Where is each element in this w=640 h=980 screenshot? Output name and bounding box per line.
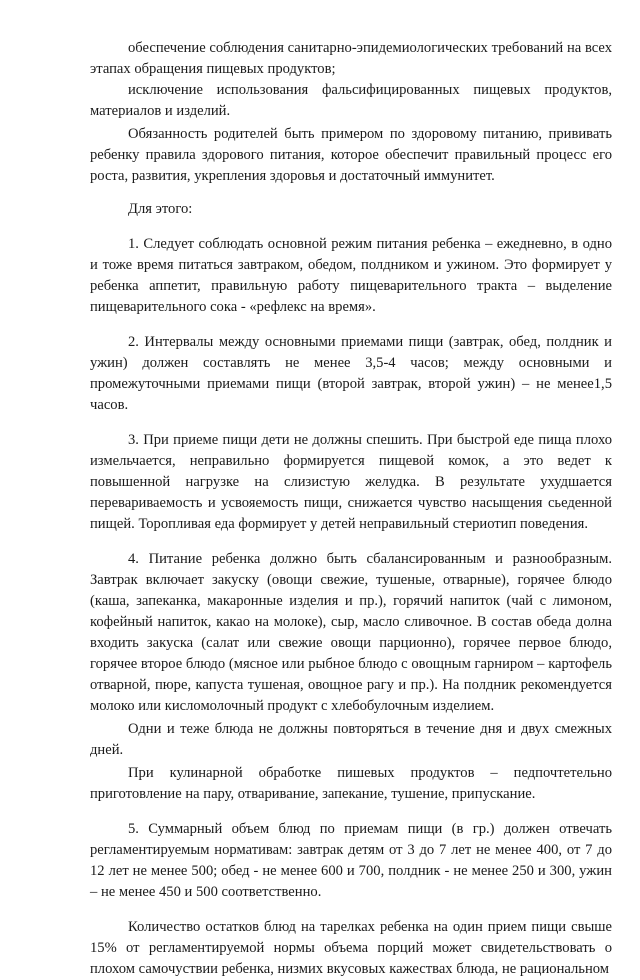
paragraph-item-3-eating-pace: 3. При приеме пищи дети не должны спешить. При быстрой еде пища плохо измельчается, неправильно формируется пищевой комок, а это ведет к повышенной нагрузке на слизистую желудка. В результате ухудшается перевариваемость и усвояемость пищи, снижается чувство насыщения сьеденной пищей. Торопливая еда формирует у детей неправильный стериотип поведения. xyxy=(90,432,612,532)
paragraph-item-5-portion-volume: 5. Суммарный объем блюд по приемам пищи (в гр.) должен отвечать регламентируемым нормативам: завтрак детям от 3 до 7 лет не менее 400, от 7 до 12 лет не менее 500; обед - не менее 600 и 700, полдник - не менее 250 и 300, ужин – не менее 450 и 500 соответственно. xyxy=(90,821,612,900)
paragraph-item-4-balanced-diet: 4. Питание ребенка должно быть сбалансированным и разнообразным. Завтрак включает закуску (овощи свежие, тушеные, отварные), горячее блюдо (каша, запеканка, макаронные изделия и пр.), горячий напиток (чай с лимоном, кофейный напиток, какао на молоке), сыр, масло сливочное. В состав обеда долна входить закуска (салат или свежие овощи парционно), горячее первое блюдо, горячее второе блюдо (мясное или рыбное блюдо с овощным гарниром – картофель отварной, пюре, капуста тушеная, овощное рагу и пр.). На полдник рекомендуется молоко или кисломолочный продукт с хлебобулочным изделием. xyxy=(90,551,612,714)
paragraph-for-this: Для этого: xyxy=(128,201,193,217)
paragraph-parents-duty: Обязанность родителей быть примером по здоровому питанию, прививать ребенку правила здорового питания, которое обеспечит правильный процесс его роста, развития, укрепления здоровья и достаточный иммунитет. xyxy=(90,126,612,184)
paragraph-leftovers: Количество остатков блюд на тарелках ребенка на один прием пищи свыше 15% от регламентируемой нормы объема порций может свидетельствовать о плохом самочуствии ребенка, низмих вкусовых кажествах блюда, не рациональном xyxy=(90,919,612,977)
paragraph-sanitary-requirements: обеспечение соблюдения санитарно-эпидемиологических требований на всех этапах обращения пищевых продуктов; xyxy=(90,40,612,77)
document-body xyxy=(90,38,612,980)
paragraph-cooking-methods: При кулинарной обработке пишевых продуктов – педпочтетельно приготовление на пару, отваривание, запекание, тушение, припускание. xyxy=(90,765,612,802)
paragraph-item-2-meal-intervals: 2. Интервалы между основными приемами пищи (завтрак, обед, полдник и ужин) должен составлять не менее 3,5-4 часов; между основными и промежуточными приемами пищи (второй завтрак, второй ужин) – не менее1,5 часов. xyxy=(90,334,612,413)
paragraph-no-repeat-dishes: Одни и теже блюда не должны повторяться в течение дня и двух смежных дней. xyxy=(90,721,612,758)
paragraph-falsified-products: исключение использования фальсифицированных пищевых продуктов, материалов и изделий. xyxy=(90,82,612,119)
paragraph-item-1-meal-regime: 1. Следует соблюдать основной режим питания ребенка – ежедневно, в одно и тоже время питаться завтраком, обедом, полдником и ужином. Это формирует у ребенка аппетит, правильную работу пищеварительного тракта – выделение пищеварительного сока - «рефлекс на время». xyxy=(90,236,612,315)
